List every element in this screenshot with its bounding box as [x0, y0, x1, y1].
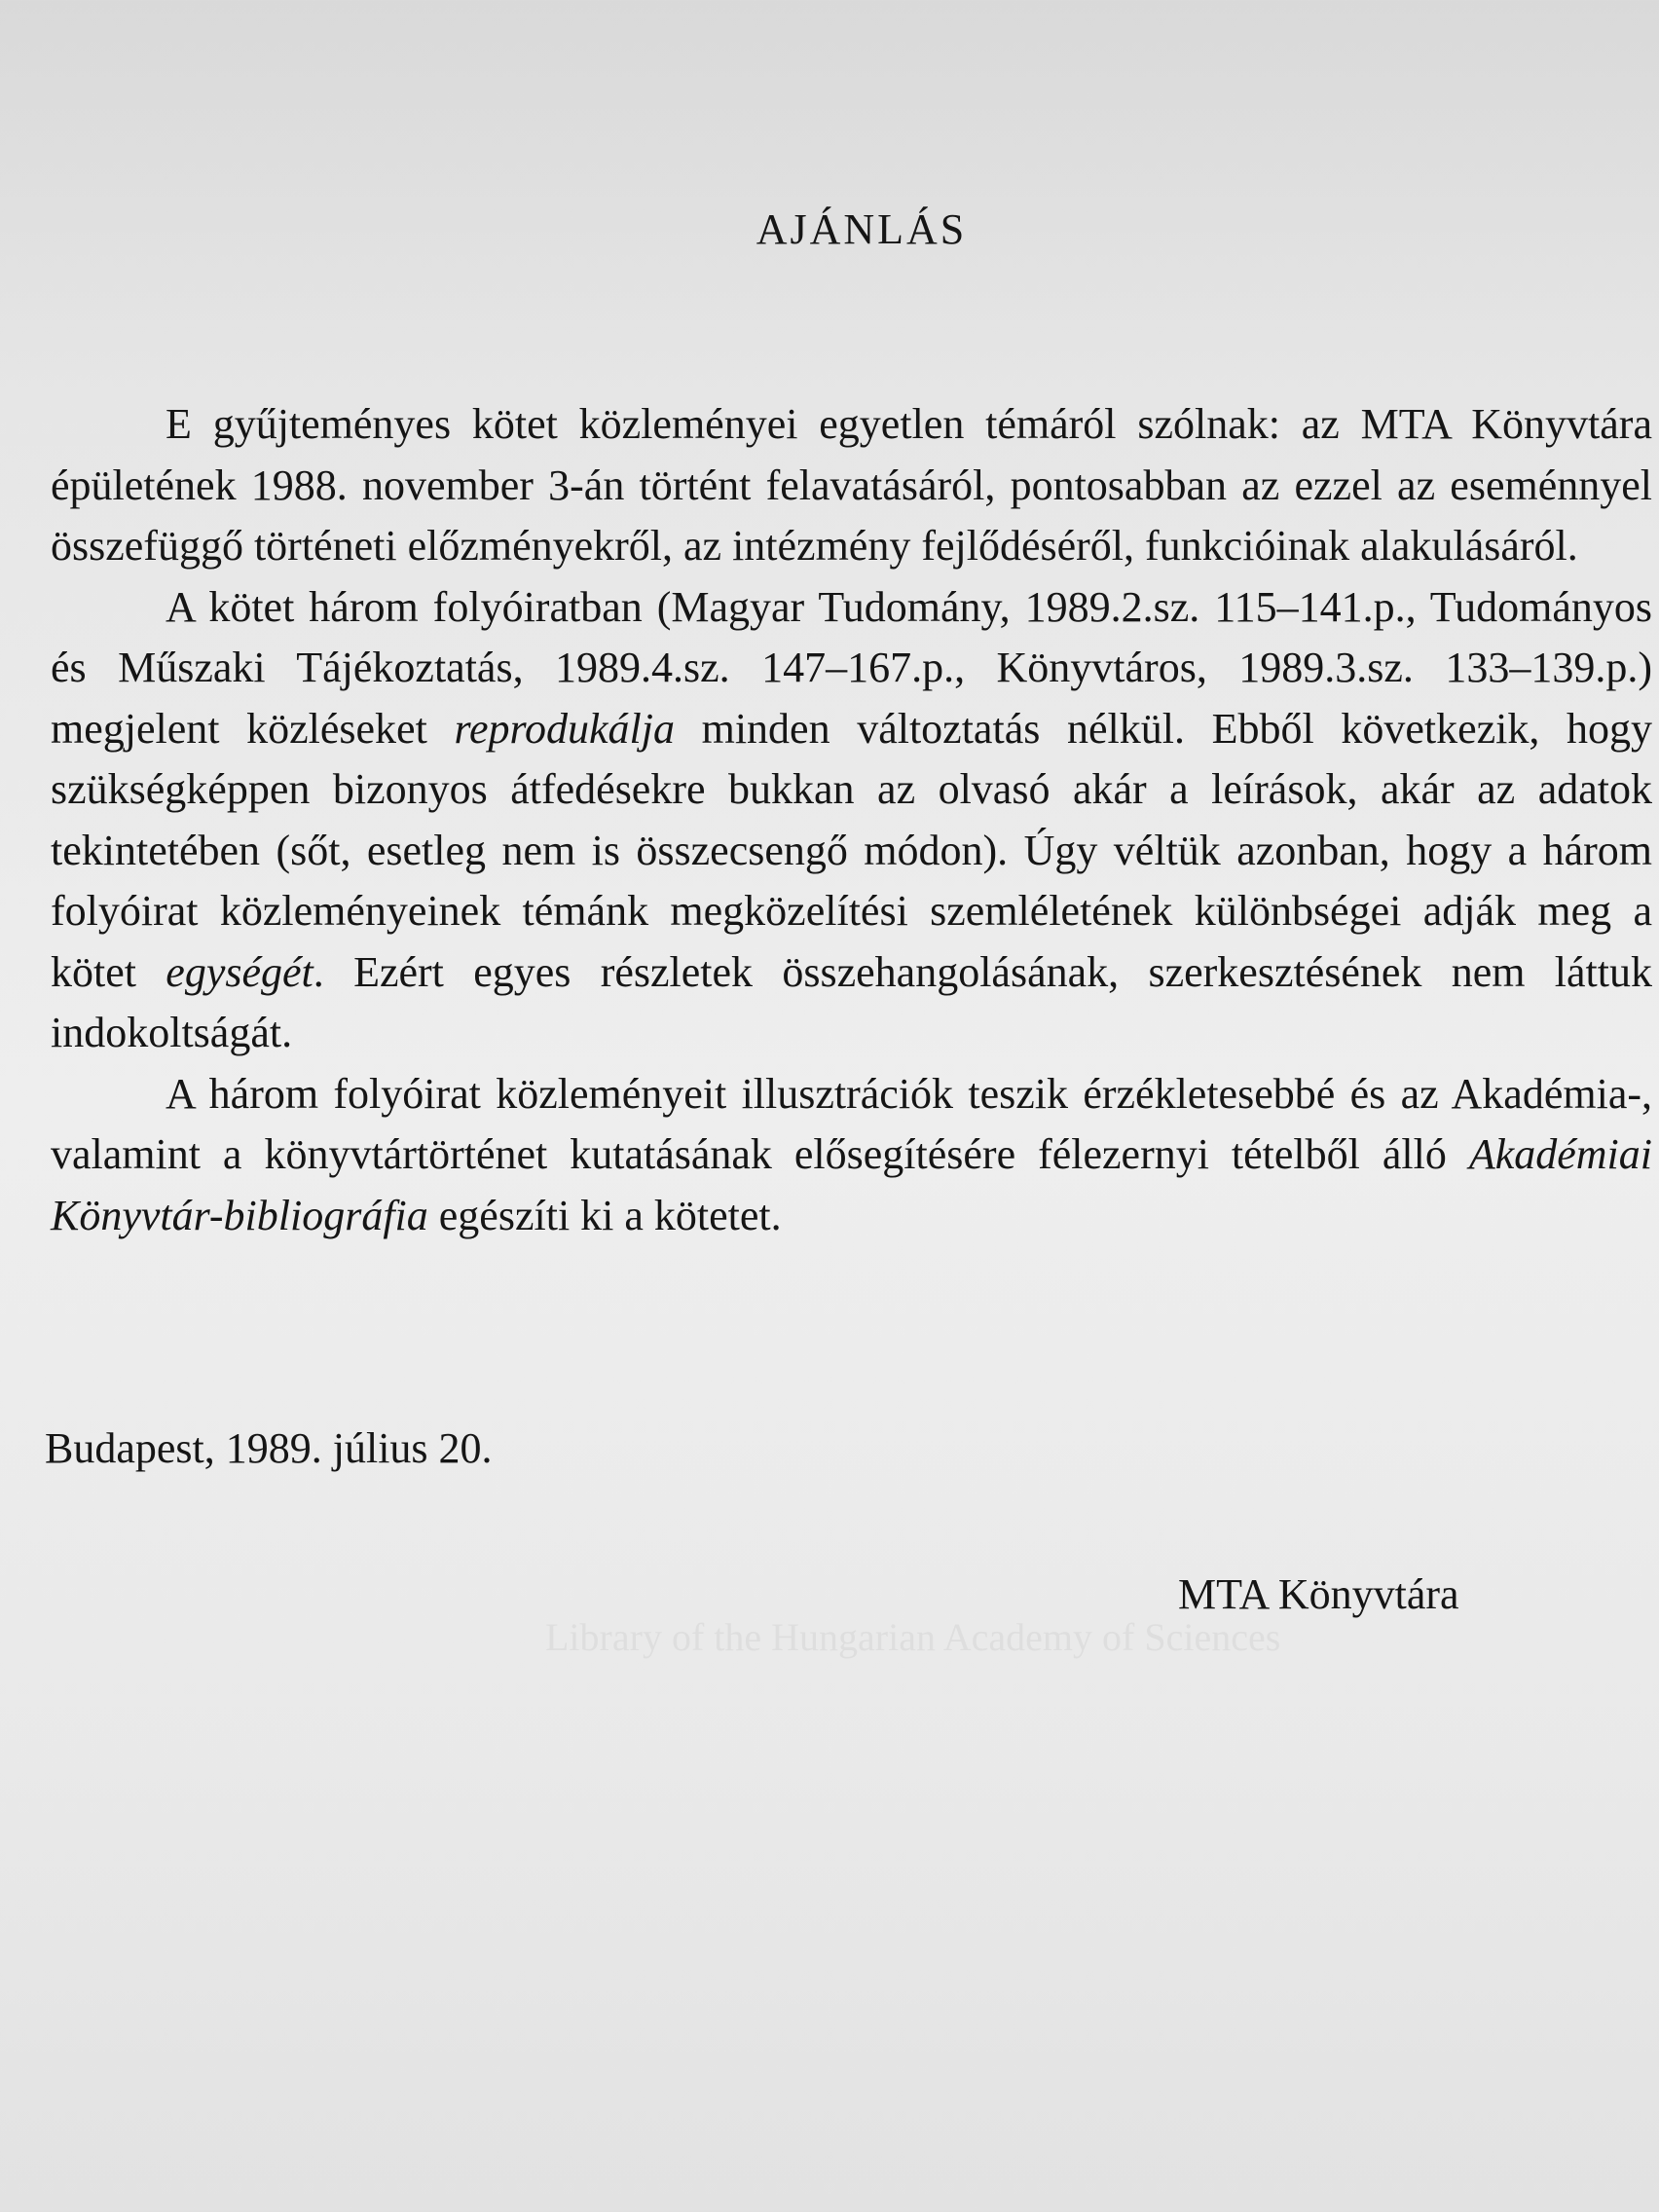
paragraph-3-text-a: A három folyóirat közleményeit illusztrációk teszik érzékletesebbé és az Akadémia-, valamint a könyvtártörténet kutatásának elősegítésére félezernyi tételből álló	[51, 1069, 1652, 1178]
paragraph-2-italic-egyseget: egységét	[166, 947, 313, 996]
paragraph-3	[51, 1064, 1652, 1247]
paragraph-1	[51, 394, 1652, 577]
paragraph-2-text-c: . Ezért egyes részletek összehangolásának, szerkesztésének nem láttuk indokoltságát.	[51, 947, 1652, 1056]
body-text	[51, 394, 1652, 1246]
paragraph-2-text-b: minden változtatás nélkül. Ebből következik, hogy szükségképpen bizonyos átfedésekre bukkan az olvasó akár a leírások, akár az adatok tekintetében (sőt, esetleg nem is összecsengő módon). Úgy véltük azonban, hogy a három folyóirat közleményeinek témánk megközelítési szemléletének különbségei adják meg a kötet	[51, 704, 1652, 996]
page-title: AJÁNLÁS	[756, 205, 968, 253]
paragraph-1-text: E gyűjteményes kötet közleményei egyetlen témáról szólnak: az MTA Könyvtára épületének 1988. november 3-án történt felavatásáról, pontosabban az ezzel az eseménnyel összefüggő történeti előzményekről, az intézmény fejlődéséről, funkcióinak alakulásáról.	[51, 400, 1652, 570]
paragraph-2-text-a: A kötet három folyóiratban (Magyar Tudomány, 1989.2.sz. 115–141.p., Tudományos és Műszaki Tájékoztatás, 1989.4.sz. 147–167.p., Könyvtáros, 1989.3.sz. 133–139.p.) megjelent közléseket	[51, 582, 1652, 753]
paragraph-3-text-b: egészíti ki a kötetet.	[427, 1191, 782, 1239]
paragraph-2-italic-reprodukalja: reprodukálja	[454, 704, 675, 753]
show-through-text: Library of the Hungarian Academy of Sciences	[545, 1615, 1281, 1659]
place-date: Budapest, 1989. július 20.	[45, 1424, 493, 1472]
paragraph-3-italic-bibliografia: Akadémiai Könyvtár-bibliográfia	[51, 1130, 1652, 1239]
signature: MTA Könyvtára	[1178, 1570, 1459, 1618]
paragraph-2	[51, 577, 1652, 1064]
